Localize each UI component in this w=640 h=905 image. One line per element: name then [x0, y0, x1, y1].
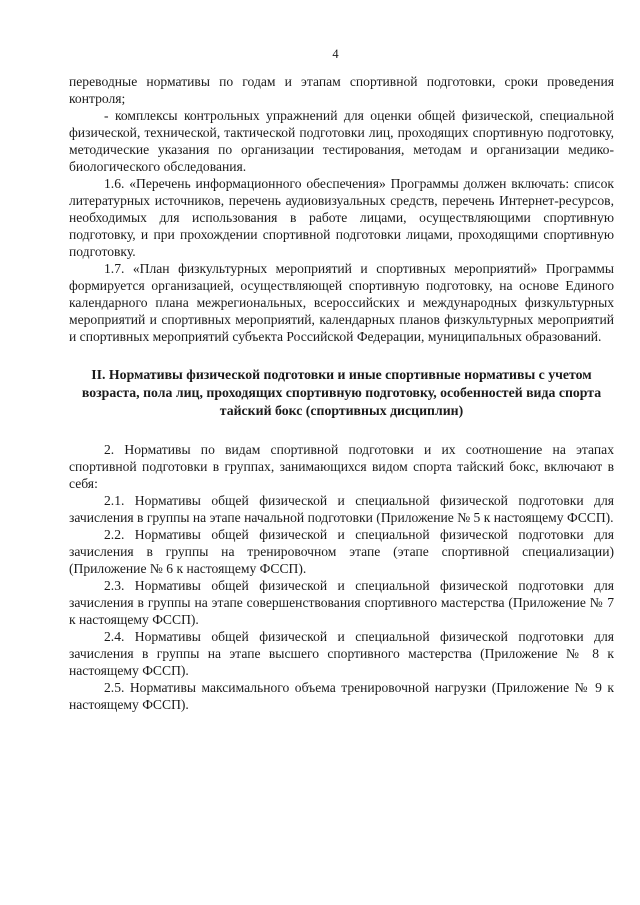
page-number: 4 [332, 47, 339, 61]
paragraph-1-6-information-support: 1.6. «Перечень информационного обеспечения» Программы должен включать: список литературных источников, перечень аудиовизуальных средств, перечень Интернет-ресурсов, необходимых для использования в работе лицами, осуществляющими спортивную подготовку, и при прохождении спортивной подготовки лицами, проходящими спортивную подготовку. [69, 176, 614, 259]
paragraph-2-standards: 2. Нормативы по видам спортивной подготовки и их соотношение на этапах спортивной подготовки в группах, занимающихся видом спорта тайский бокс, включают в себя: [69, 442, 614, 491]
paragraph-2-1: 2.1. Нормативы общей физической и специальной физической подготовки для зачисления в группы на этапе начальной подготовки (Приложение № 5 к настоящему ФССП). [69, 493, 614, 525]
paragraph-2-3: 2.3. Нормативы общей физической и специальной физической подготовки для зачисления в группы на этапе совершенствования спортивного мастерства (Приложение № 7 к настоящему ФССП). [69, 578, 614, 627]
paragraph-1-7-events-plan: 1.7. «План физкультурных мероприятий и спортивных мероприятий» Программы формируется организацией, осуществляющей спортивную подготовку, на основе Единого календарного плана межрегиональных, всероссийских и международных физкультурных мероприятий и спортивных мероприятий, календарных планов физкультурных мероприятий и спортивных мероприятий субъекта Российской Федерации, муниципальных образований. [69, 261, 614, 344]
paragraph-2-5: 2.5. Нормативы максимального объема тренировочной нагрузки (Приложение № 9 к настоящему ФССП). [69, 680, 614, 712]
section-heading-ii: II. Нормативы физической подготовки и иные спортивные нормативы с учетом возраста, пола лиц, проходящих спортивную подготовку, особенностей вида спорта тайский бокс (спортивных дисциплин) [81, 367, 602, 418]
paragraph-2-2: 2.2. Нормативы общей физической и специальной физической подготовки для зачисления в группы на тренировочном этапе (этапе спортивной специализации) (Приложение № 6 к настоящему ФССП). [69, 527, 614, 576]
paragraph-2-4: 2.4. Нормативы общей физической и специальной физической подготовки для зачисления в группы на этапе высшего спортивного мастерства (Приложение № 8 к настоящему ФССП). [69, 629, 614, 678]
paragraph-test-exercises: - комплексы контрольных упражнений для оценки общей физической, специальной физической, технической, тактической подготовки лиц, проходящих спортивную подготовку, методические указания по организации тестирования, методам и организации медико-биологического обследования. [69, 108, 614, 174]
paragraph-control-standards: переводные нормативы по годам и этапам спортивной подготовки, сроки проведения контроля; [69, 74, 614, 106]
